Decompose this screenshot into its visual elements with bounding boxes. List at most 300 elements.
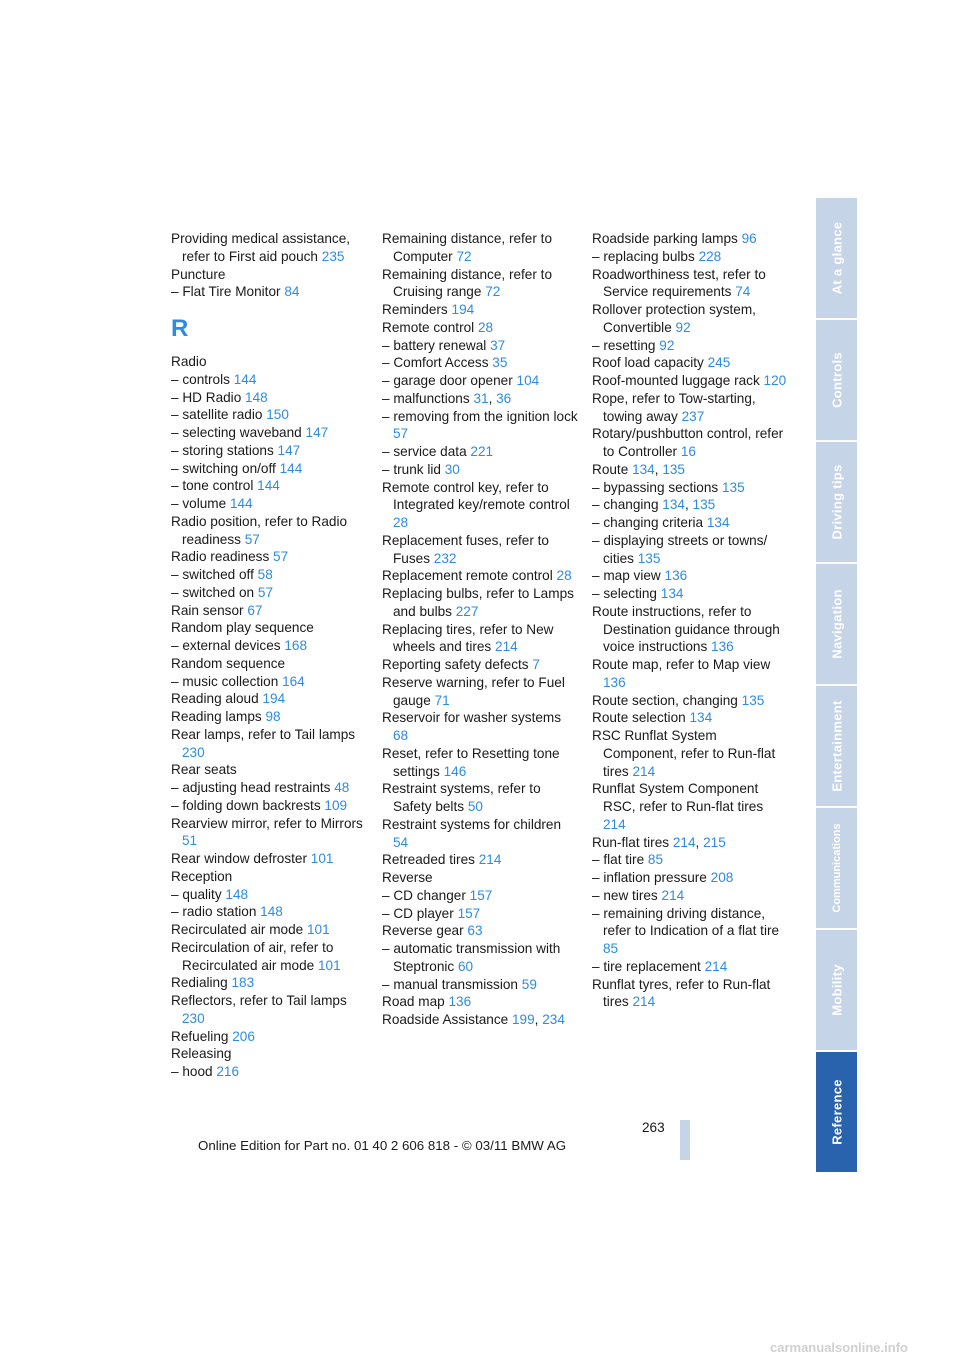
page-link[interactable]: 194 bbox=[451, 302, 475, 317]
page-link[interactable]: 104 bbox=[516, 373, 540, 388]
page-link[interactable]: 28 bbox=[477, 319, 494, 335]
entry-text: Rain sensor bbox=[171, 602, 248, 618]
page-link[interactable]: 214 bbox=[495, 639, 518, 655]
page-link[interactable]: 214 bbox=[661, 887, 685, 903]
index-entry bbox=[171, 230, 367, 266]
index-entry bbox=[592, 266, 788, 302]
index-entry bbox=[171, 1028, 367, 1046]
page-link[interactable]: 157 bbox=[469, 887, 493, 903]
page-link[interactable]: 63 bbox=[467, 923, 483, 939]
page-link[interactable]: 147 bbox=[305, 425, 329, 440]
page-link[interactable]: 30 bbox=[444, 461, 460, 477]
entry-text: Recirculation of air, refer to Recirculated air mode bbox=[171, 939, 334, 973]
index-entry bbox=[592, 585, 788, 603]
page-link[interactable]: 136 bbox=[603, 674, 626, 690]
index-entry bbox=[382, 443, 578, 461]
tab-controls[interactable] bbox=[816, 320, 857, 440]
page-link[interactable]: 72 bbox=[456, 248, 472, 264]
entry-text: Replacement remote control bbox=[382, 568, 557, 584]
page-link[interactable]: 16 bbox=[680, 444, 696, 459]
index-entry bbox=[382, 1011, 578, 1029]
index-entry bbox=[171, 637, 367, 655]
index-entry bbox=[171, 921, 367, 939]
page-link[interactable]: 109 bbox=[324, 797, 348, 813]
index-entry bbox=[592, 567, 788, 585]
entry-text: Reporting safety defects bbox=[382, 657, 533, 672]
page-link[interactable]: 214 bbox=[672, 834, 696, 850]
entry-text: Runflat System Component RSC, refer to Run-flat tires bbox=[592, 781, 764, 814]
tab-reference[interactable] bbox=[816, 1052, 857, 1172]
index-entry bbox=[592, 425, 788, 461]
entry-text: Radio position, refer to Radio readiness bbox=[171, 513, 348, 547]
index-entry bbox=[382, 976, 578, 994]
page-link[interactable]: 85 bbox=[647, 852, 664, 868]
entry-text: – volume bbox=[171, 496, 230, 511]
tab-navigation[interactable] bbox=[816, 564, 857, 684]
tab-label: Controls bbox=[829, 352, 844, 408]
entry-text: Rotary/pushbutton control, refer to Controller bbox=[592, 426, 784, 459]
index-entry bbox=[171, 868, 367, 886]
page-link[interactable]: 214 bbox=[632, 763, 656, 779]
index-entry bbox=[382, 922, 578, 940]
index-entry bbox=[171, 815, 367, 851]
page-link[interactable]: 120 bbox=[763, 373, 787, 388]
index-entry bbox=[382, 745, 578, 781]
entry-text: – hood bbox=[171, 1064, 217, 1079]
entry-text: – CD player bbox=[382, 905, 458, 921]
index-entry bbox=[171, 584, 367, 602]
page-separator: , bbox=[684, 497, 693, 513]
index-entry bbox=[171, 903, 367, 921]
index-entry bbox=[171, 1063, 367, 1081]
page-link[interactable]: 194 bbox=[262, 691, 286, 707]
tab-label: At a glance bbox=[829, 221, 844, 295]
page-link[interactable]: 48 bbox=[334, 780, 350, 795]
index-entry bbox=[171, 992, 367, 1028]
page-separator: , bbox=[695, 834, 704, 850]
index-entry bbox=[382, 816, 578, 852]
page-link[interactable]: 214 bbox=[704, 958, 728, 974]
index-entry bbox=[382, 905, 578, 923]
page-link[interactable]: 148 bbox=[260, 904, 283, 920]
page-link[interactable]: 134 bbox=[660, 586, 684, 601]
entry-text: Remaining distance, refer to Cruising range bbox=[382, 266, 553, 300]
index-entry bbox=[592, 337, 788, 355]
page-link[interactable]: 245 bbox=[707, 355, 731, 371]
tab-label: Reference bbox=[829, 1079, 844, 1145]
index-entry bbox=[382, 319, 578, 337]
entry-text: Route selection bbox=[592, 710, 690, 726]
page-link[interactable]: 148 bbox=[245, 389, 268, 405]
index-entry bbox=[171, 726, 367, 762]
index-entry bbox=[592, 496, 788, 514]
page-link[interactable]: 96 bbox=[741, 231, 757, 246]
page-link[interactable]: 7 bbox=[532, 657, 540, 672]
index-entry bbox=[592, 532, 788, 568]
entry-text: Replacing bulbs, refer to Lamps and bulbs bbox=[382, 586, 574, 619]
page-link[interactable]: 214 bbox=[632, 994, 656, 1010]
section-tabs bbox=[816, 198, 857, 1174]
page-link[interactable]: 31 bbox=[473, 390, 489, 406]
index-entry bbox=[592, 372, 788, 390]
entry-text: – garage door opener bbox=[382, 373, 517, 388]
page-link[interactable]: 98 bbox=[265, 709, 281, 724]
entry-text: – folding down backrests bbox=[171, 797, 325, 813]
index-entry bbox=[592, 514, 788, 532]
entry-text: Restraint systems, refer to Safety belts bbox=[382, 781, 541, 814]
page-link[interactable]: 136 bbox=[664, 568, 688, 584]
index-entry bbox=[592, 603, 788, 656]
page-link[interactable]: 58 bbox=[257, 567, 273, 582]
page-link[interactable]: 136 bbox=[711, 639, 734, 655]
index-entry bbox=[171, 886, 367, 904]
page-link[interactable]: 35 bbox=[492, 355, 508, 371]
index-entry bbox=[592, 656, 788, 692]
page-link[interactable]: 59 bbox=[521, 976, 537, 992]
page-link[interactable]: 230 bbox=[182, 1010, 205, 1026]
page-link[interactable]: 85 bbox=[603, 941, 619, 956]
index-entry bbox=[592, 479, 788, 497]
entry-text: – quality bbox=[171, 886, 226, 902]
index-entry bbox=[171, 460, 367, 478]
entry-text: – new tires bbox=[592, 887, 662, 903]
index-entry bbox=[382, 993, 578, 1011]
index-entry bbox=[171, 673, 367, 691]
entry-text: – malfunctions bbox=[382, 390, 474, 406]
page-link[interactable]: 71 bbox=[434, 692, 450, 708]
page-link[interactable]: 101 bbox=[307, 922, 330, 937]
tab-label: Driving tips bbox=[829, 464, 844, 540]
index-entry bbox=[171, 761, 367, 779]
index-entry bbox=[592, 301, 788, 337]
index-entry bbox=[382, 869, 578, 887]
index-entry bbox=[171, 495, 367, 513]
index-entry bbox=[171, 406, 367, 424]
entry-text: – automatic transmission with Steptronic bbox=[382, 941, 561, 974]
index-column-3 bbox=[592, 230, 788, 1011]
entry-text: – controls bbox=[171, 371, 234, 387]
index-entry bbox=[382, 940, 578, 976]
page-link[interactable]: 144 bbox=[233, 371, 257, 387]
entry-text: Replacing tires, refer to New wheels and tires bbox=[382, 621, 554, 655]
entry-text: Reservoir for washer systems bbox=[382, 710, 562, 726]
page-link[interactable]: 208 bbox=[710, 870, 734, 885]
index-entry bbox=[592, 905, 788, 958]
index-entry bbox=[171, 602, 367, 620]
entry-text: Route section, changing bbox=[592, 692, 742, 708]
page-link[interactable]: 146 bbox=[443, 763, 467, 779]
page-link[interactable]: 147 bbox=[277, 442, 301, 458]
index-entry bbox=[382, 266, 578, 302]
entry-text: – battery renewal bbox=[382, 337, 491, 353]
page-link[interactable]: 235 bbox=[321, 248, 345, 264]
entry-text: Rope, refer to Tow-starting, towing away bbox=[592, 390, 756, 424]
page-link[interactable]: 148 bbox=[225, 886, 249, 902]
entry-text: Redialing bbox=[171, 975, 232, 991]
page-link[interactable]: 67 bbox=[247, 602, 263, 618]
page-link[interactable]: 144 bbox=[257, 478, 280, 494]
page-marker-bar bbox=[680, 1120, 690, 1160]
page-link[interactable]: 134 bbox=[662, 497, 685, 513]
page-link[interactable]: 37 bbox=[490, 337, 506, 353]
page-link[interactable]: 28 bbox=[393, 515, 409, 530]
entry-text: Puncture bbox=[171, 266, 226, 282]
entry-text: – remaining driving distance, refer to Indication of a flat tire bbox=[592, 905, 780, 939]
entry-text: Roof-mounted luggage rack bbox=[592, 373, 764, 388]
tab-mobility[interactable] bbox=[816, 930, 857, 1050]
index-entry bbox=[592, 709, 788, 727]
entry-text: Radio readiness bbox=[171, 549, 274, 565]
index-entry bbox=[592, 780, 788, 833]
index-entry bbox=[382, 532, 578, 568]
entry-text: Retreaded tires bbox=[382, 852, 479, 868]
entry-text: – service data bbox=[382, 444, 471, 459]
tab-communications[interactable] bbox=[816, 808, 857, 928]
index-entry bbox=[171, 442, 367, 460]
entry-text: – flat tire bbox=[592, 852, 648, 868]
entry-text: RSC Runflat System Component, refer to Run-flat tires bbox=[592, 728, 776, 779]
tab-label: Entertainment bbox=[829, 700, 844, 792]
index-entry bbox=[171, 708, 367, 726]
page-link[interactable]: 164 bbox=[282, 673, 305, 689]
page-link[interactable]: 101 bbox=[318, 957, 341, 973]
entry-text: Reminders bbox=[382, 302, 452, 317]
footer-edition-note: Online Edition for Part no. 01 40 2 606 818 - © 03/11 BMW AG bbox=[198, 1138, 567, 1153]
index-entry bbox=[382, 301, 578, 319]
entry-text: – tone control bbox=[171, 478, 258, 494]
page-link[interactable]: 54 bbox=[393, 834, 409, 850]
index-entry bbox=[171, 974, 367, 992]
index-column-1 bbox=[171, 230, 367, 1081]
page-link[interactable]: 214 bbox=[603, 816, 626, 832]
index-entry bbox=[592, 390, 788, 426]
page-number: 263 bbox=[642, 1120, 665, 1135]
index-entry bbox=[171, 566, 367, 584]
entry-text: Remote control bbox=[382, 319, 478, 335]
page-link[interactable]: 135 bbox=[741, 692, 765, 708]
entry-text: – switched off bbox=[171, 567, 258, 582]
entry-text: – map view bbox=[592, 568, 665, 584]
page-link[interactable]: 50 bbox=[467, 799, 483, 814]
entry-text: Random sequence bbox=[171, 655, 286, 671]
entry-text: – selecting bbox=[592, 586, 661, 601]
entry-text: Replacement fuses, refer to Fuses bbox=[382, 532, 549, 566]
entry-text: Runflat tyres, refer to Run-flat tires bbox=[592, 976, 771, 1010]
page-link[interactable]: 72 bbox=[485, 284, 501, 300]
entry-text: – inflation pressure bbox=[592, 870, 711, 885]
index-entry bbox=[171, 797, 367, 815]
index-entry bbox=[171, 371, 367, 389]
entry-text: – changing criteria bbox=[592, 515, 707, 530]
entry-text: – music collection bbox=[171, 673, 283, 689]
index-entry bbox=[382, 390, 578, 408]
page-link[interactable]: 206 bbox=[232, 1028, 255, 1044]
page-link[interactable]: 232 bbox=[433, 550, 457, 566]
tab-label: Communications bbox=[830, 823, 843, 913]
index-entry bbox=[592, 230, 788, 248]
index-entry bbox=[382, 621, 578, 657]
page-link[interactable]: 28 bbox=[556, 568, 572, 584]
index-entry bbox=[592, 958, 788, 976]
index-entry bbox=[171, 389, 367, 407]
index-entry bbox=[382, 851, 578, 869]
index-entry bbox=[382, 461, 578, 479]
index-entry bbox=[592, 692, 788, 710]
page-link[interactable]: 168 bbox=[284, 638, 308, 653]
entry-text: – tire replacement bbox=[592, 958, 705, 974]
entry-text: – removing from the ignition lock bbox=[382, 408, 578, 424]
entry-text: Rearview mirror, refer to Mirrors bbox=[171, 815, 363, 831]
entry-text: – HD Radio bbox=[171, 389, 246, 405]
index-entry bbox=[171, 513, 367, 549]
index-entry bbox=[592, 887, 788, 905]
page-link[interactable]: 234 bbox=[542, 1012, 565, 1027]
page-link[interactable]: 60 bbox=[457, 958, 474, 974]
entry-text: Recirculated air mode bbox=[171, 922, 307, 937]
page-link[interactable]: 36 bbox=[496, 390, 512, 406]
entry-text: – Comfort Access bbox=[382, 355, 493, 371]
watermark: carmanualsonline.info bbox=[770, 1340, 908, 1355]
entry-text: Roadside parking lamps bbox=[592, 231, 742, 246]
page-link[interactable]: 230 bbox=[182, 744, 205, 760]
tab-label: Navigation bbox=[829, 589, 844, 659]
page-link[interactable]: 237 bbox=[681, 408, 705, 424]
index-entry bbox=[592, 976, 788, 1012]
entry-text: Rear lamps, refer to Tail lamps bbox=[171, 726, 356, 742]
entry-text: Reflectors, refer to Tail lamps bbox=[171, 993, 347, 1008]
entry-text: – manual transmission bbox=[382, 976, 522, 992]
page-link[interactable]: 134 bbox=[632, 461, 655, 477]
index-entry bbox=[382, 709, 578, 745]
entry-text: – adjusting head restraints bbox=[171, 780, 335, 795]
entry-text: Random play sequence bbox=[171, 620, 314, 636]
entry-text: Releasing bbox=[171, 1046, 232, 1062]
index-entry bbox=[171, 779, 367, 797]
entry-text: – displaying streets or towns/ cities bbox=[592, 532, 768, 566]
entry-text: Providing medical assistance, refer to First aid pouch bbox=[171, 231, 351, 264]
index-entry bbox=[382, 674, 578, 710]
page-link[interactable]: 134 bbox=[689, 710, 713, 726]
page-link[interactable]: 199 bbox=[511, 1012, 535, 1027]
tab-entertainment[interactable] bbox=[816, 686, 857, 806]
entry-text: – switching on/off bbox=[171, 460, 280, 476]
index-entry bbox=[171, 939, 367, 975]
page-link[interactable]: 144 bbox=[229, 496, 253, 511]
entry-text: Route map, refer to Map view bbox=[592, 657, 771, 672]
entry-text: Remaining distance, refer to Computer bbox=[382, 231, 553, 264]
tab-label: Mobility bbox=[829, 964, 844, 1016]
entry-text: Reverse bbox=[382, 870, 433, 885]
entry-text: Roadworthiness test, refer to Service requirements bbox=[592, 266, 766, 300]
page-link[interactable]: 216 bbox=[216, 1064, 240, 1079]
entry-text: – radio station bbox=[171, 904, 261, 920]
index-entry bbox=[171, 619, 367, 637]
entry-text: Reverse gear bbox=[382, 923, 468, 939]
page-link[interactable]: 57 bbox=[257, 584, 274, 600]
page-link[interactable]: 183 bbox=[231, 975, 255, 991]
page-link[interactable]: 221 bbox=[470, 444, 494, 459]
entry-text: – CD changer bbox=[382, 887, 470, 903]
page-link[interactable]: 214 bbox=[478, 852, 502, 868]
index-entry bbox=[171, 283, 367, 301]
tab-driving-tips[interactable] bbox=[816, 442, 857, 562]
entry-text: Reserve warning, refer to Fuel gauge bbox=[382, 674, 565, 708]
page-link[interactable]: 57 bbox=[244, 531, 260, 547]
page-separator: , bbox=[488, 390, 497, 406]
page-link[interactable]: 74 bbox=[735, 284, 751, 300]
index-entry bbox=[592, 851, 788, 869]
page-link[interactable]: 136 bbox=[448, 994, 472, 1010]
index-column-2 bbox=[382, 230, 578, 1029]
page-link[interactable]: 84 bbox=[284, 284, 300, 300]
page-link[interactable]: 215 bbox=[703, 834, 726, 850]
page-link[interactable]: 51 bbox=[182, 833, 198, 849]
entry-text: Rear window defroster bbox=[171, 851, 311, 866]
entry-text: – selecting waveband bbox=[171, 425, 306, 440]
entry-text: Run-flat tires bbox=[592, 834, 673, 850]
page-link[interactable]: 144 bbox=[279, 460, 303, 476]
tab-at-a-glance[interactable] bbox=[816, 198, 857, 318]
page-link[interactable]: 228 bbox=[698, 248, 722, 264]
entry-text: Restraint systems for children bbox=[382, 816, 562, 832]
page-link[interactable]: 92 bbox=[675, 319, 691, 335]
page-link[interactable]: 57 bbox=[273, 549, 289, 565]
page-link[interactable]: 135 bbox=[662, 461, 685, 477]
page-link[interactable]: 135 bbox=[637, 550, 661, 566]
index-entry bbox=[592, 834, 788, 852]
entry-text: – trunk lid bbox=[382, 461, 445, 477]
page-link[interactable]: 135 bbox=[721, 479, 745, 495]
entry-text: Roadside Assistance bbox=[382, 1012, 512, 1027]
index-entry bbox=[171, 1045, 367, 1063]
index-entry bbox=[382, 567, 578, 585]
page-link[interactable]: 227 bbox=[455, 603, 479, 619]
entry-text: Reading aloud bbox=[171, 691, 263, 707]
entry-text: Reception bbox=[171, 868, 233, 884]
index-entry bbox=[382, 372, 578, 390]
index-entry bbox=[382, 408, 578, 444]
page-link[interactable]: 134 bbox=[706, 515, 730, 530]
entry-text: Roof load capacity bbox=[592, 355, 708, 371]
entry-text: Route bbox=[592, 461, 633, 477]
entry-text: Reading lamps bbox=[171, 709, 266, 724]
entry-text: – replacing bulbs bbox=[592, 248, 699, 264]
entry-text: – storing stations bbox=[171, 442, 278, 458]
index-entry bbox=[382, 230, 578, 266]
entry-text: – Flat Tire Monitor bbox=[171, 284, 285, 300]
page-link[interactable]: 157 bbox=[457, 905, 481, 921]
index-entry bbox=[171, 548, 367, 566]
index-entry bbox=[592, 354, 788, 372]
entry-text: – bypassing sections bbox=[592, 479, 722, 495]
page-link[interactable]: 135 bbox=[692, 497, 716, 513]
page-link[interactable]: 92 bbox=[659, 337, 675, 353]
entry-text: – switched on bbox=[171, 584, 258, 600]
index-entry bbox=[592, 727, 788, 780]
index-entry bbox=[171, 655, 367, 673]
index-entry bbox=[592, 461, 788, 479]
index-entry bbox=[171, 424, 367, 442]
page-link[interactable]: 101 bbox=[310, 851, 334, 866]
entry-text: Route instructions, refer to Destination guidance through voice instructions bbox=[592, 603, 780, 655]
index-entry bbox=[171, 353, 367, 371]
page-separator: , bbox=[534, 1012, 543, 1027]
page-link[interactable]: 150 bbox=[266, 407, 289, 423]
page-link[interactable]: 57 bbox=[393, 426, 409, 442]
index-entry bbox=[382, 780, 578, 816]
entry-text: – changing bbox=[592, 497, 663, 513]
page-link[interactable]: 68 bbox=[393, 728, 409, 743]
